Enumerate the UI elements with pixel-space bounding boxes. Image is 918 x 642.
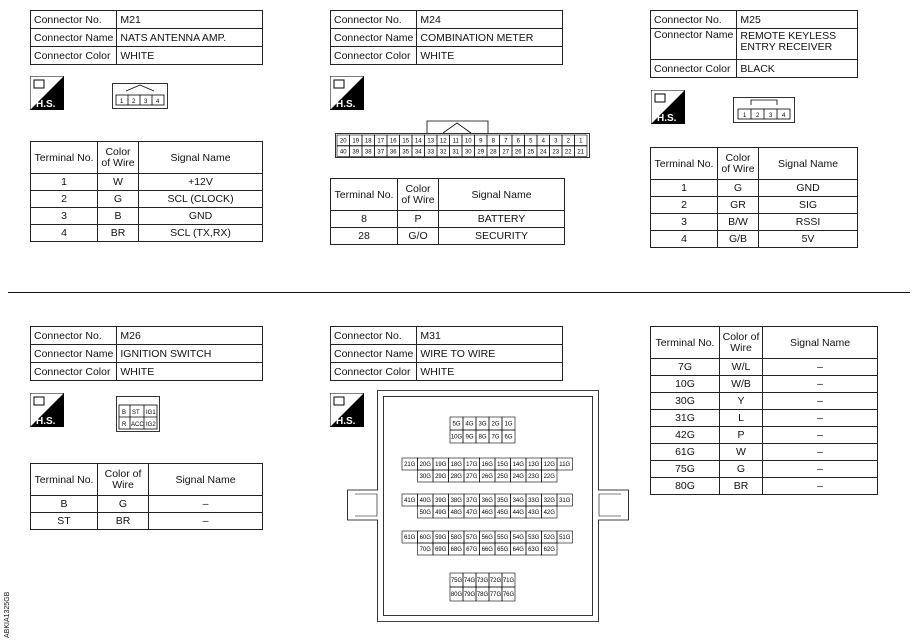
- table-row: [651, 197, 858, 214]
- pin-label: IG1: [146, 410, 156, 416]
- connector-no-label: Connector No.: [331, 11, 417, 29]
- pin-label: 1G: [504, 421, 513, 428]
- pin-label: 53G: [528, 535, 540, 542]
- pin-label: 23: [552, 149, 560, 156]
- m21-connector-info: [30, 10, 263, 65]
- wire-color-cell: Y: [720, 393, 763, 410]
- table-row: [651, 376, 878, 393]
- signal-cell: RSSI: [759, 214, 858, 231]
- connector-no-label: Connector No.: [651, 11, 737, 29]
- table-row: [651, 427, 878, 444]
- wire-color-cell: P: [398, 211, 439, 228]
- svg-text:H.S.: H.S.: [36, 99, 56, 110]
- pin-label: 6: [516, 138, 520, 145]
- connector-name-value: COMBINATION METER: [417, 29, 563, 47]
- pin-label: 64G: [512, 547, 524, 554]
- wire-color-cell: W/B: [720, 376, 763, 393]
- pin-label: 8: [491, 138, 495, 145]
- pin-label: 2G: [491, 421, 500, 428]
- name-line: REMOTE KEYLESS: [740, 30, 837, 42]
- pin-label: 24: [539, 149, 547, 156]
- connector-color-label: Connector Color: [651, 60, 737, 78]
- pin-label: 5G: [452, 421, 461, 428]
- connector-color-value: BLACK: [737, 60, 858, 78]
- figure-code: [2, 578, 16, 638]
- pin-label: 70G: [419, 547, 431, 554]
- pin-label: 2: [566, 138, 570, 145]
- table-row: [31, 513, 263, 530]
- svg-text:H.S.: H.S.: [336, 416, 356, 427]
- pin-label: 71G: [502, 578, 515, 585]
- connector-name-label: Connector Name: [331, 345, 417, 363]
- wire-color-cell: G: [98, 496, 149, 513]
- pin-label: 44G: [512, 510, 524, 517]
- pin-label: 26: [514, 149, 522, 156]
- m26-terminal-table: [30, 463, 263, 530]
- pin-label: 12G: [543, 462, 555, 469]
- pin-label: ACC: [131, 422, 144, 428]
- pin-label: 66G: [481, 547, 493, 554]
- connector-name-value: IGNITION SWITCH: [117, 345, 263, 363]
- signal-cell: SECURITY: [439, 228, 565, 245]
- signal-cell: –: [763, 359, 878, 376]
- pin-label: 14: [414, 138, 422, 145]
- pin-label: 49G: [435, 510, 447, 517]
- m25-connector-info: [650, 10, 858, 78]
- terminal-cell: 1: [31, 174, 98, 191]
- terminal-cell: 30G: [651, 393, 720, 410]
- wire-color-header: Color of Wire: [720, 327, 763, 359]
- terminal-no-header: Terminal No.: [31, 142, 98, 174]
- terminal-no-header: Terminal No.: [651, 327, 720, 359]
- wire-color-cell: BR: [98, 513, 149, 530]
- terminal-cell: 31G: [651, 410, 720, 427]
- pin-label: 22: [564, 149, 572, 156]
- pin-label: 52G: [543, 535, 555, 542]
- wire-color-cell: W: [98, 174, 139, 191]
- wire-color-cell: G/B: [718, 231, 759, 248]
- pin-label: 31G: [559, 498, 571, 505]
- terminal-cell: ST: [31, 513, 98, 530]
- pin-label: 32G: [543, 498, 555, 505]
- table-row: [331, 228, 565, 245]
- pin-label: 20: [339, 138, 347, 145]
- terminal-cell: 2: [31, 191, 98, 208]
- pin-label: 38: [364, 149, 372, 156]
- pin-label: 55G: [497, 535, 509, 542]
- pin-label: 40G: [419, 498, 431, 505]
- connector-no-value: M24: [417, 11, 563, 29]
- m31-connector-face: [347, 390, 629, 622]
- pin-label: 24G: [512, 474, 524, 481]
- connector-name-value: WIRE TO WIRE: [417, 345, 563, 363]
- pin-label: 61G: [404, 535, 416, 542]
- pin-label: 13: [427, 138, 435, 145]
- terminal-cell: 80G: [651, 478, 720, 495]
- pin-label: 77G: [489, 592, 502, 599]
- pin-label: 3: [769, 113, 773, 119]
- pin-label: 12: [439, 138, 447, 145]
- pin-label: 79G: [463, 592, 476, 599]
- connector-no-value: M26: [117, 327, 263, 345]
- pin-label: 7: [504, 138, 508, 145]
- signal-name-header: Signal Name: [149, 464, 263, 496]
- pin-label: 48G: [450, 510, 462, 517]
- signal-name-header: Signal Name: [763, 327, 878, 359]
- wire-color-cell: B/W: [718, 214, 759, 231]
- signal-cell: –: [149, 496, 263, 513]
- signal-cell: 5V: [759, 231, 858, 248]
- pin-label: 42G: [543, 510, 555, 517]
- pin-label: 3: [554, 138, 558, 145]
- pin-label: 54G: [512, 535, 524, 542]
- pin-label: 39G: [435, 498, 447, 505]
- table-row: [31, 225, 263, 242]
- pin-label: 16G: [481, 462, 493, 469]
- pin-label: 25: [527, 149, 535, 156]
- pin-label: 51G: [559, 535, 571, 542]
- pin-label: 9: [479, 138, 483, 145]
- pin-label: 2: [132, 99, 136, 105]
- pin-label: 19: [352, 138, 360, 145]
- pin-label: 68G: [450, 547, 462, 554]
- wire-color-header: Color of Wire: [718, 148, 759, 180]
- pin-label: 37G: [466, 498, 478, 505]
- hs-icon: [30, 76, 64, 110]
- signal-cell: –: [763, 410, 878, 427]
- connector-no-value: M31: [417, 327, 563, 345]
- wire-color-cell: BR: [98, 225, 139, 242]
- signal-cell: –: [763, 461, 878, 478]
- pin-label: 18G: [450, 462, 462, 469]
- wire-color-cell: BR: [720, 478, 763, 495]
- pin-label: 41G: [404, 498, 416, 505]
- pin-label: 72G: [489, 578, 502, 585]
- hs-icon: [330, 76, 364, 110]
- pin-label: 4G: [465, 421, 474, 428]
- table-row: [31, 496, 263, 513]
- pin-label: 46G: [481, 510, 493, 517]
- connector-color-label: Connector Color: [31, 363, 117, 381]
- signal-cell: SCL (TX,RX): [139, 225, 263, 242]
- table-row: [651, 478, 878, 495]
- pin-label: 9G: [465, 434, 474, 441]
- pin-label: 35G: [497, 498, 509, 505]
- connector-color-value: WHITE: [117, 47, 263, 65]
- connector-color-value: WHITE: [417, 47, 563, 65]
- m24-connector-face: [335, 113, 590, 158]
- pin-label: 65G: [497, 547, 509, 554]
- signal-name-header: Signal Name: [139, 142, 263, 174]
- connector-color-label: Connector Color: [331, 363, 417, 381]
- pin-label: 60G: [419, 535, 431, 542]
- m25-terminal-table: [650, 147, 858, 248]
- pin-label: 29G: [435, 474, 447, 481]
- pin-label: 30: [464, 149, 472, 156]
- pin-label: 80G: [450, 592, 463, 599]
- m21-connector-face: [112, 83, 168, 109]
- table-row: [651, 180, 858, 197]
- pin-label: 17G: [466, 462, 478, 469]
- m24-terminal-table: [330, 178, 565, 245]
- pin-label: 21: [577, 149, 585, 156]
- table-row: [651, 359, 878, 376]
- table-row: [651, 410, 878, 427]
- wire-color-cell: GR: [718, 197, 759, 214]
- table-row: [331, 211, 565, 228]
- connector-name-label: Connector Name: [651, 29, 737, 60]
- hs-icon: [651, 90, 685, 124]
- pin-label: 40: [339, 149, 347, 156]
- signal-cell: GND: [139, 208, 263, 225]
- connector-color-label: Connector Color: [31, 47, 117, 65]
- pin-label: 23G: [528, 474, 540, 481]
- pin-label: 21G: [404, 462, 416, 469]
- pin-label: 34: [414, 149, 422, 156]
- table-row: [651, 393, 878, 410]
- pin-label: 15G: [497, 462, 509, 469]
- pin-label: B: [122, 410, 127, 416]
- connector-no-value: M21: [117, 11, 263, 29]
- terminal-cell: 10G: [651, 376, 720, 393]
- svg-text:H.S.: H.S.: [657, 113, 677, 124]
- signal-cell: SIG: [759, 197, 858, 214]
- m24-connector-info: [330, 10, 563, 65]
- pin-label: 3: [144, 99, 148, 105]
- pin-label: IG2: [146, 422, 156, 428]
- pin-label: 35: [402, 149, 410, 156]
- terminal-cell: 4: [31, 225, 98, 242]
- pin-label: 1: [120, 99, 124, 105]
- pin-label: 19G: [435, 462, 447, 469]
- pin-label: 56G: [481, 535, 493, 542]
- pin-label: 28: [489, 149, 497, 156]
- m25-connector-face: [733, 97, 795, 123]
- signal-name-header: Signal Name: [759, 148, 858, 180]
- pin-label: 45G: [497, 510, 509, 517]
- wire-color-header: Color of Wire: [98, 142, 139, 174]
- signal-cell: +12V: [139, 174, 263, 191]
- svg-text:H.S.: H.S.: [36, 416, 56, 427]
- pin-label: 69G: [435, 547, 447, 554]
- connector-no-label: Connector No.: [31, 327, 117, 345]
- m31-connector-info: [330, 326, 563, 381]
- pin-label: 20G: [419, 462, 431, 469]
- terminal-no-header: Terminal No.: [331, 179, 398, 211]
- terminal-cell: 61G: [651, 444, 720, 461]
- signal-cell: –: [763, 376, 878, 393]
- pin-label: 10: [464, 138, 472, 145]
- pin-label: 67G: [466, 547, 478, 554]
- pin-label: ST: [132, 410, 140, 416]
- pin-label: 10G: [450, 434, 463, 441]
- connector-name-label: Connector Name: [31, 29, 117, 47]
- connector-name-label: Connector Name: [31, 345, 117, 363]
- wire-color-cell: G/O: [398, 228, 439, 245]
- pin-label: 4: [782, 113, 786, 119]
- pin-label: 75G: [450, 578, 463, 585]
- connector-color-value: WHITE: [417, 363, 563, 381]
- signal-cell: –: [763, 478, 878, 495]
- pin-label: 39: [352, 149, 360, 156]
- connector-no-value: M25: [737, 11, 858, 29]
- pin-label: 57G: [466, 535, 478, 542]
- terminal-cell: 3: [31, 208, 98, 225]
- terminal-cell: 1: [651, 180, 718, 197]
- pin-label: 38G: [450, 498, 462, 505]
- signal-cell: GND: [759, 180, 858, 197]
- pin-label: 59G: [435, 535, 447, 542]
- pin-label: 14G: [512, 462, 524, 469]
- pin-label: 16: [389, 138, 397, 145]
- wire-color-cell: G: [720, 461, 763, 478]
- pin-label: 1: [579, 138, 583, 145]
- pin-label: 13G: [528, 462, 540, 469]
- pin-label: 27G: [466, 474, 478, 481]
- pin-label: 1: [743, 113, 747, 119]
- connector-no-label: Connector No.: [31, 11, 117, 29]
- pin-label: 43G: [528, 510, 540, 517]
- pin-label: 34G: [512, 498, 524, 505]
- table-row: [651, 444, 878, 461]
- pin-label: 47G: [466, 510, 478, 517]
- wire-color-cell: W/L: [720, 359, 763, 376]
- connector-color-label: Connector Color: [331, 47, 417, 65]
- pin-label: 62G: [543, 547, 555, 554]
- terminal-cell: 7G: [651, 359, 720, 376]
- pin-label: 31: [452, 149, 460, 156]
- name-line: ENTRY RECEIVER: [740, 41, 833, 53]
- pin-label: 6G: [504, 434, 513, 441]
- table-row: [651, 214, 858, 231]
- svg-text:H.S.: H.S.: [336, 99, 356, 110]
- signal-cell: –: [763, 444, 878, 461]
- pin-label: 18: [364, 138, 372, 145]
- section-divider: [8, 292, 910, 293]
- pin-label: 50G: [419, 510, 431, 517]
- pin-label: 63G: [528, 547, 540, 554]
- pin-label: 36G: [481, 498, 493, 505]
- pin-label: 27: [502, 149, 510, 156]
- pin-label: 58G: [450, 535, 462, 542]
- signal-cell: –: [149, 513, 263, 530]
- pin-label: 33G: [528, 498, 540, 505]
- signal-cell: BATTERY: [439, 211, 565, 228]
- terminal-cell: 2: [651, 197, 718, 214]
- connector-name-label: Connector Name: [331, 29, 417, 47]
- pin-label: 73G: [476, 578, 489, 585]
- wire-color-cell: G: [718, 180, 759, 197]
- pin-label: 26G: [481, 474, 493, 481]
- pin-label: 4: [541, 138, 545, 145]
- wire-color-cell: W: [720, 444, 763, 461]
- terminal-cell: 4: [651, 231, 718, 248]
- table-row: [31, 174, 263, 191]
- pin-label: 17: [377, 138, 385, 145]
- pin-label: 25G: [497, 474, 509, 481]
- m21-terminal-table: [30, 141, 263, 242]
- figure-code-text: ABKIA1325GB: [4, 591, 11, 638]
- pin-label: 22G: [543, 474, 555, 481]
- pin-label: 29: [477, 149, 485, 156]
- wire-color-cell: B: [98, 208, 139, 225]
- pin-label: 33: [427, 149, 435, 156]
- signal-cell: –: [763, 427, 878, 444]
- pin-label: 37: [377, 149, 385, 156]
- wire-color-header: Color of Wire: [398, 179, 439, 211]
- table-row: [651, 461, 878, 478]
- pin-label: 78G: [476, 592, 489, 599]
- signal-name-header: Signal Name: [439, 179, 565, 211]
- pin-label: 3G: [478, 421, 487, 428]
- table-row: [31, 191, 263, 208]
- pin-label: 11: [452, 138, 459, 145]
- pin-label: 36: [389, 149, 397, 156]
- pin-label: 30G: [419, 474, 431, 481]
- terminal-cell: B: [31, 496, 98, 513]
- m26-connector-face: [116, 396, 160, 432]
- terminal-cell: 8: [331, 211, 398, 228]
- terminal-cell: 75G: [651, 461, 720, 478]
- signal-cell: SCL (CLOCK): [139, 191, 263, 208]
- pin-label: 76G: [502, 592, 515, 599]
- terminal-no-header: Terminal No.: [31, 464, 98, 496]
- wire-color-header: Color of Wire: [98, 464, 149, 496]
- pin-label: 28G: [450, 474, 462, 481]
- pin-label: R: [122, 422, 127, 428]
- table-row: [31, 208, 263, 225]
- signal-cell: –: [763, 393, 878, 410]
- table-row: [651, 231, 858, 248]
- pin-label: 11G: [559, 462, 571, 469]
- m31-terminal-table: [650, 326, 878, 495]
- terminal-cell: 42G: [651, 427, 720, 444]
- connector-name-value: NATS ANTENNA AMP.: [117, 29, 263, 47]
- pin-label: 8G: [478, 434, 487, 441]
- connector-color-value: WHITE: [117, 363, 263, 381]
- pin-label: 5: [529, 138, 533, 145]
- hs-icon: [30, 393, 64, 427]
- pin-label: 2: [756, 113, 760, 119]
- pin-label: 15: [402, 138, 410, 145]
- wire-color-cell: P: [720, 427, 763, 444]
- pin-label: 7G: [491, 434, 500, 441]
- terminal-cell: 28: [331, 228, 398, 245]
- wire-color-cell: L: [720, 410, 763, 427]
- pin-label: 74G: [463, 578, 476, 585]
- wire-color-cell: G: [98, 191, 139, 208]
- pin-label: 4: [156, 99, 160, 105]
- connector-name-value: [737, 29, 858, 60]
- terminal-cell: 3: [651, 214, 718, 231]
- pin-label: 32: [439, 149, 447, 156]
- connector-no-label: Connector No.: [331, 327, 417, 345]
- terminal-no-header: Terminal No.: [651, 148, 718, 180]
- m26-connector-info: [30, 326, 263, 381]
